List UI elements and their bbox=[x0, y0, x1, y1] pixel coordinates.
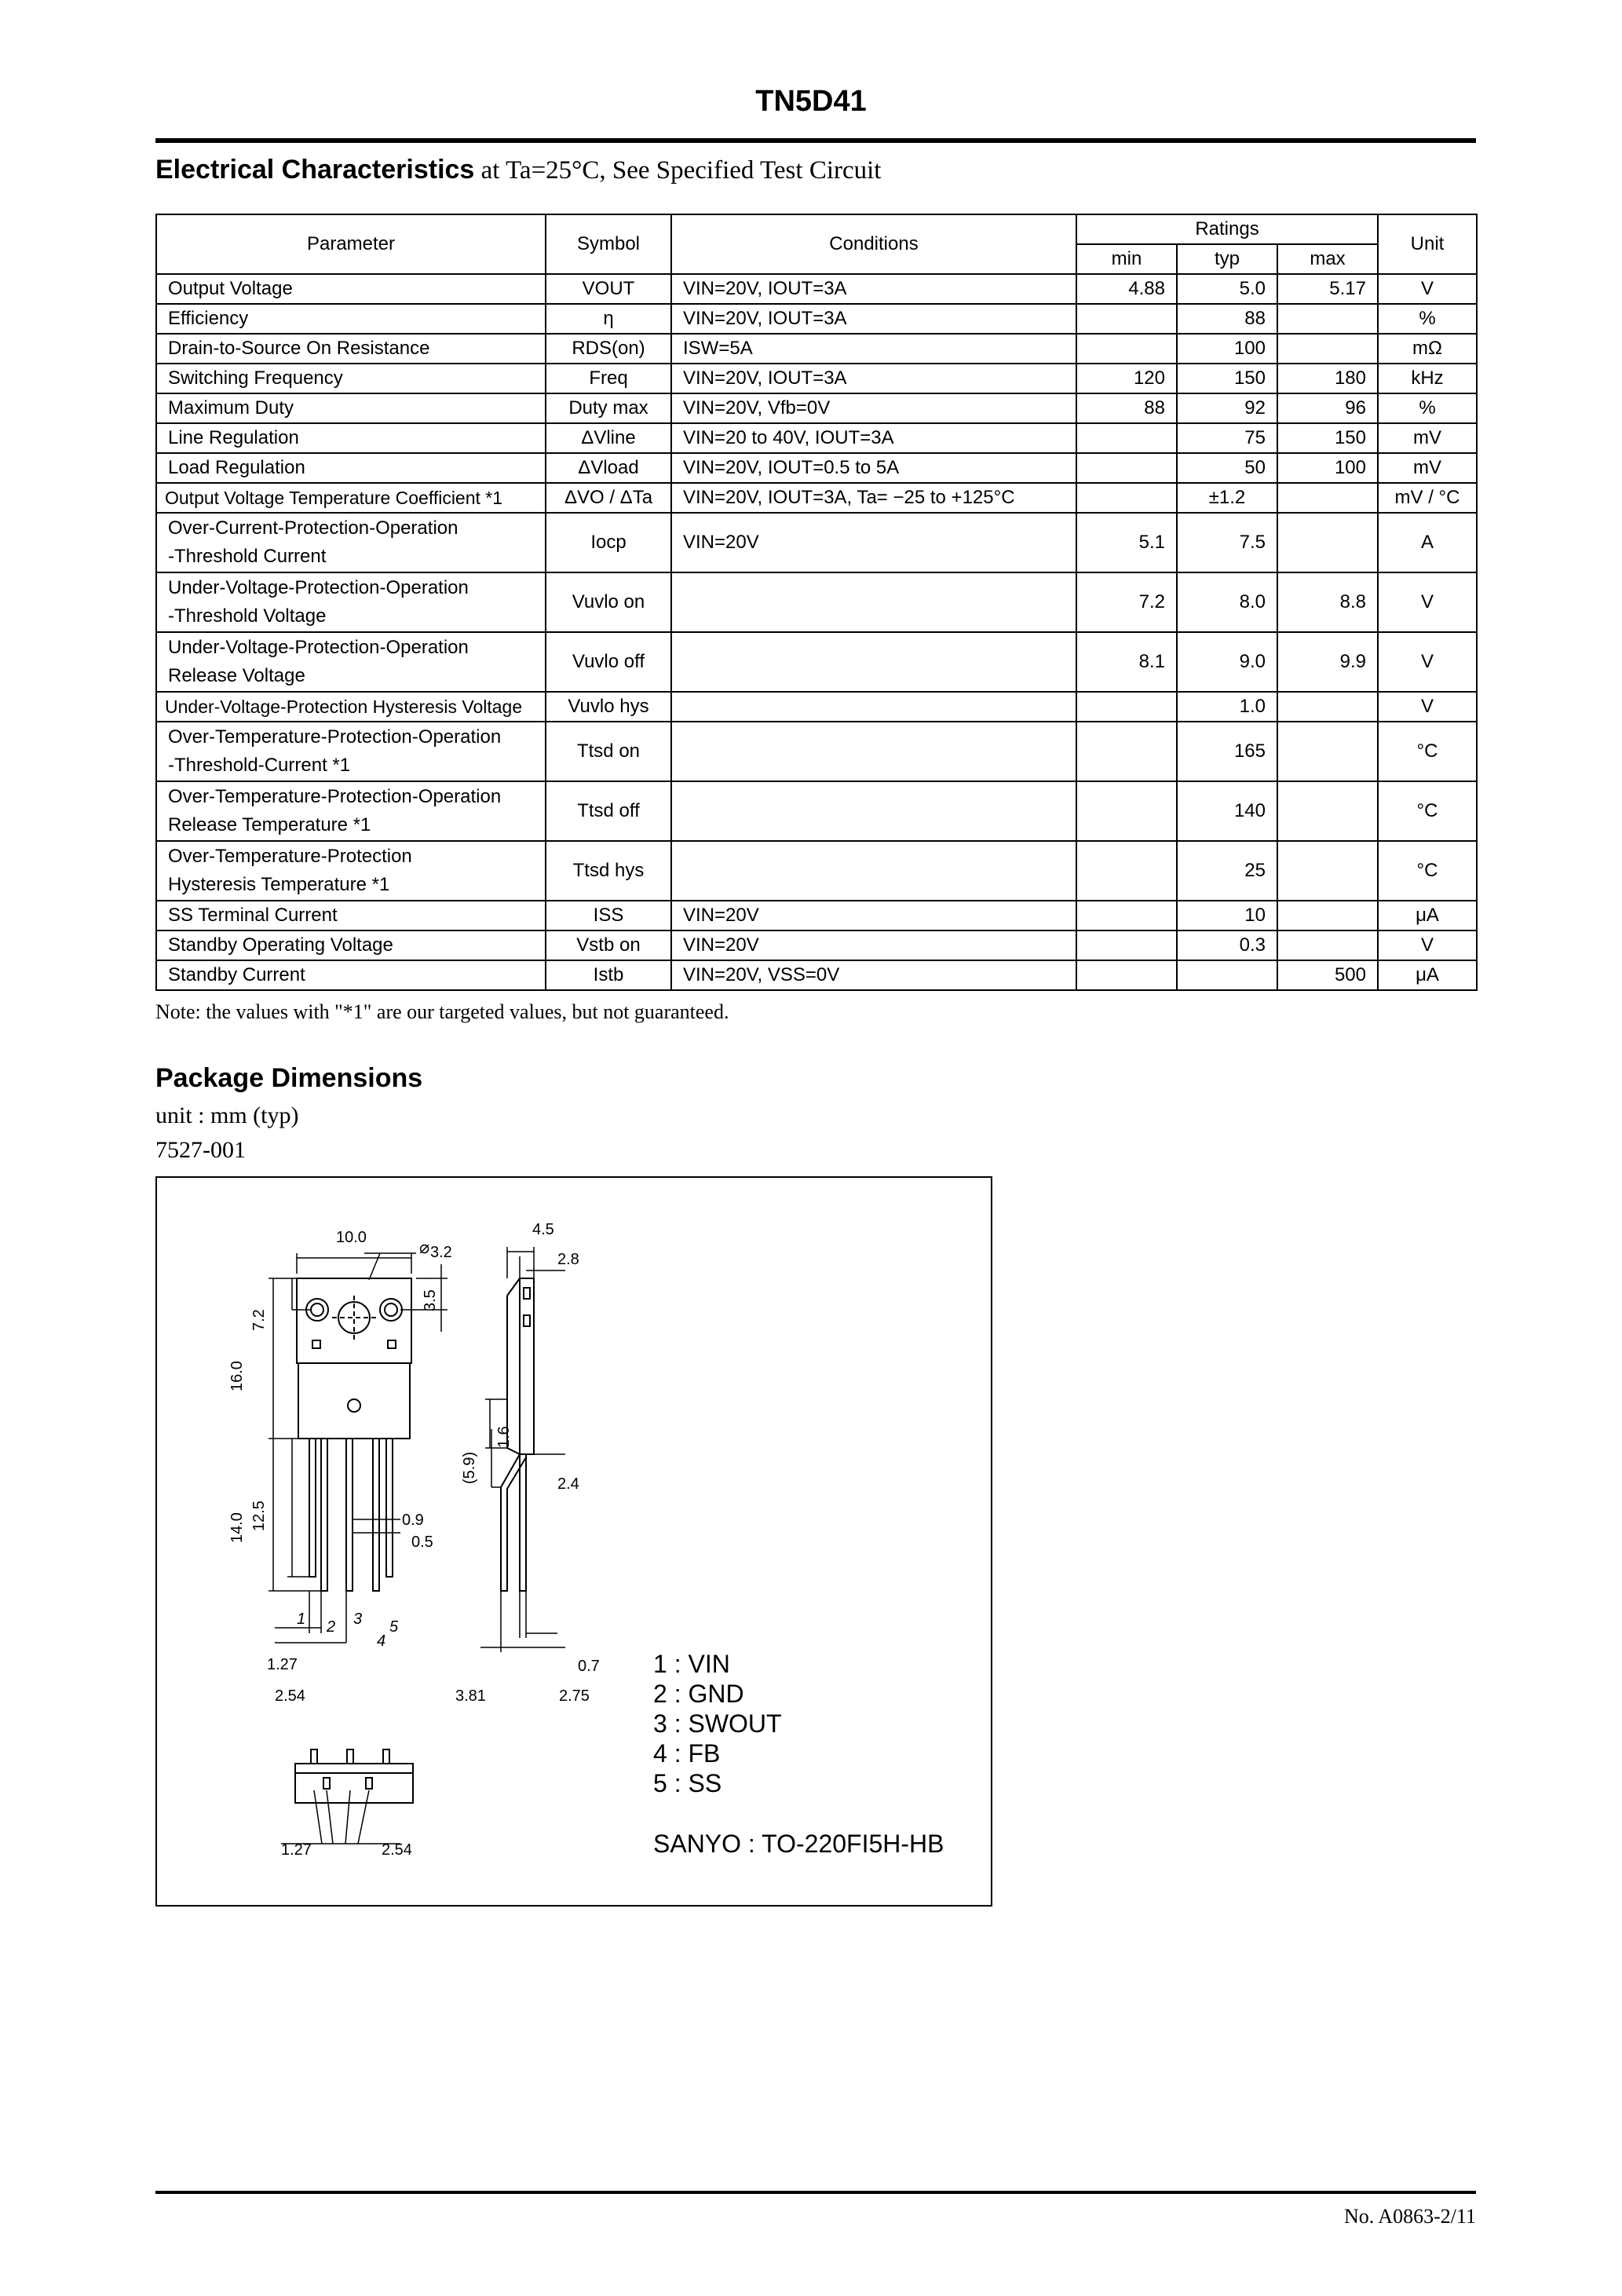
unit-cell: V bbox=[1378, 572, 1477, 632]
param-line-1: Over-Temperature-Protection-Operation bbox=[168, 726, 502, 748]
side-tab bbox=[520, 1278, 534, 1454]
max-cell bbox=[1277, 930, 1378, 960]
max-cell bbox=[1277, 722, 1378, 781]
symbol-cell: Vuvlo hys bbox=[546, 692, 671, 722]
min-cell: 7.2 bbox=[1076, 572, 1177, 632]
symbol-cell: Iocp bbox=[546, 513, 671, 572]
param-cell: Switching Frequency bbox=[156, 364, 546, 393]
package-drawing-box bbox=[155, 1176, 992, 1907]
unit-cell: mΩ bbox=[1378, 334, 1477, 364]
table-row bbox=[156, 960, 1477, 990]
typ-cell: 9.0 bbox=[1177, 632, 1277, 692]
min-cell bbox=[1076, 453, 1177, 483]
unit-cell: % bbox=[1378, 393, 1477, 423]
dim-label: 0.5 bbox=[411, 1534, 433, 1551]
dim-label: 1.27 bbox=[267, 1656, 298, 1673]
conditions-cell: ISW=5A bbox=[671, 334, 1076, 364]
lead-2 bbox=[321, 1439, 327, 1591]
unit-cell: mV / °C bbox=[1378, 483, 1477, 513]
max-cell bbox=[1277, 901, 1378, 930]
param-cell: Drain-to-Source On Resistance bbox=[156, 334, 546, 364]
table-row bbox=[156, 453, 1477, 483]
table-row bbox=[156, 781, 1477, 841]
pin-number: 4 bbox=[377, 1632, 386, 1650]
conditions-cell bbox=[671, 722, 1076, 781]
min-cell bbox=[1076, 483, 1177, 513]
lead-1 bbox=[309, 1439, 316, 1577]
table-row bbox=[156, 274, 1477, 304]
param-line-1: Over-Temperature-Protection bbox=[168, 846, 412, 867]
table-row bbox=[156, 632, 1477, 692]
max-cell bbox=[1277, 483, 1378, 513]
symbol-cell: η bbox=[546, 304, 671, 334]
max-cell: 500 bbox=[1277, 960, 1378, 990]
package-dimensions-heading: Package Dimensions bbox=[155, 1063, 423, 1093]
dim-label: 10.0 bbox=[336, 1229, 367, 1246]
conditions-cell: VIN=20V bbox=[671, 513, 1076, 572]
max-cell bbox=[1277, 781, 1378, 841]
min-cell: 5.1 bbox=[1076, 513, 1177, 572]
col-parameter: Parameter bbox=[156, 214, 546, 274]
lead-3 bbox=[346, 1439, 353, 1591]
param-line-2: Release Voltage bbox=[168, 665, 305, 686]
param-cell: Output Voltage bbox=[156, 274, 546, 304]
unit-cell: μA bbox=[1378, 901, 1477, 930]
symbol-cell: ΔVO / ΔTa bbox=[546, 483, 671, 513]
param-line-1: Under-Voltage-Protection-Operation bbox=[168, 577, 469, 598]
unit-cell: μA bbox=[1378, 960, 1477, 990]
param-cell: SS Terminal Current bbox=[156, 901, 546, 930]
conditions-cell bbox=[671, 781, 1076, 841]
min-cell bbox=[1076, 960, 1177, 990]
conditions-cell: VIN=20 to 40V, IOUT=3A bbox=[671, 423, 1076, 453]
conditions-cell: VIN=20V bbox=[671, 930, 1076, 960]
min-cell bbox=[1076, 423, 1177, 453]
pin-3-label: 3 : SWOUT bbox=[653, 1709, 782, 1738]
symbol-cell: Ttsd off bbox=[546, 781, 671, 841]
param-line-2: -Threshold Current bbox=[168, 546, 327, 567]
electrical-characteristics-table bbox=[155, 214, 1478, 991]
table-row bbox=[156, 572, 1477, 632]
lead-4 bbox=[373, 1439, 379, 1591]
col-conditions: Conditions bbox=[671, 214, 1076, 274]
package-unit: unit : mm (typ) bbox=[155, 1102, 299, 1128]
param-cell bbox=[156, 632, 546, 692]
max-cell: 180 bbox=[1277, 364, 1378, 393]
side-lead-straight bbox=[520, 1454, 526, 1591]
table-row bbox=[156, 483, 1477, 513]
unit-cell: °C bbox=[1378, 722, 1477, 781]
max-cell: 9.9 bbox=[1277, 632, 1378, 692]
dim-label: 1.6 bbox=[495, 1426, 513, 1448]
pin-number: 3 bbox=[353, 1610, 363, 1628]
table-row bbox=[156, 930, 1477, 960]
max-cell: 8.8 bbox=[1277, 572, 1378, 632]
typ-cell: 1.0 bbox=[1177, 692, 1277, 722]
dim-label: 1.27 bbox=[281, 1841, 312, 1859]
conditions-cell bbox=[671, 692, 1076, 722]
ec-heading-bold: Electrical Characteristics bbox=[155, 155, 475, 185]
max-cell bbox=[1277, 692, 1378, 722]
col-symbol: Symbol bbox=[546, 214, 671, 274]
unit-cell: % bbox=[1378, 304, 1477, 334]
max-cell: 100 bbox=[1277, 453, 1378, 483]
param-cell bbox=[156, 781, 546, 841]
min-cell bbox=[1076, 841, 1177, 901]
dim-label: 0.7 bbox=[578, 1658, 600, 1675]
symbol-cell: ΔVline bbox=[546, 423, 671, 453]
table-row bbox=[156, 513, 1477, 572]
param-line-1: Under-Voltage-Protection-Operation bbox=[168, 637, 469, 658]
conditions-cell: VIN=20V, IOUT=3A bbox=[671, 304, 1076, 334]
package-name: SANYO : TO-220FI5H-HB bbox=[653, 1830, 944, 1858]
dim-label: 14.0 bbox=[228, 1512, 246, 1543]
param-cell: Maximum Duty bbox=[156, 393, 546, 423]
unit-cell: A bbox=[1378, 513, 1477, 572]
unit-cell: V bbox=[1378, 930, 1477, 960]
typ-cell: 92 bbox=[1177, 393, 1277, 423]
param-cell bbox=[156, 722, 546, 781]
min-cell bbox=[1076, 304, 1177, 334]
typ-cell: 50 bbox=[1177, 453, 1277, 483]
dim-label: 0.9 bbox=[402, 1512, 424, 1529]
unit-cell: °C bbox=[1378, 841, 1477, 901]
max-cell bbox=[1277, 841, 1378, 901]
min-cell bbox=[1076, 901, 1177, 930]
max-cell: 96 bbox=[1277, 393, 1378, 423]
min-cell: 4.88 bbox=[1076, 274, 1177, 304]
typ-cell: 88 bbox=[1177, 304, 1277, 334]
dim-label: 3.81 bbox=[455, 1687, 486, 1705]
param-cell bbox=[156, 841, 546, 901]
pin-5-label: 5 : SS bbox=[653, 1769, 722, 1797]
conditions-cell: VIN=20V, IOUT=0.5 to 5A bbox=[671, 453, 1076, 483]
package-code: 7527-001 bbox=[155, 1137, 246, 1163]
side-lead-bent bbox=[501, 1454, 526, 1591]
part-number-title: TN5D41 bbox=[755, 85, 867, 118]
typ-cell: ±1.2 bbox=[1177, 483, 1277, 513]
max-cell: 150 bbox=[1277, 423, 1378, 453]
conditions-cell: VIN=20V, IOUT=3A, Ta= −25 to +125°C bbox=[671, 483, 1076, 513]
typ-cell: 165 bbox=[1177, 722, 1277, 781]
typ-cell: 10 bbox=[1177, 901, 1277, 930]
param-cell: Standby Current bbox=[156, 960, 546, 990]
min-cell: 120 bbox=[1076, 364, 1177, 393]
param-line-2: -Threshold Voltage bbox=[168, 605, 327, 627]
pin-number: 2 bbox=[327, 1618, 336, 1636]
symbol-cell: ΔVload bbox=[546, 453, 671, 483]
col-max: max bbox=[1277, 244, 1378, 274]
param-line-2: -Threshold-Current *1 bbox=[168, 755, 351, 776]
symbol-cell: Vuvlo on bbox=[546, 572, 671, 632]
param-line-1: Over-Temperature-Protection-Operation bbox=[168, 786, 502, 807]
electrical-characteristics-heading bbox=[155, 155, 881, 185]
min-cell bbox=[1076, 722, 1177, 781]
param-cell: Standby Operating Voltage bbox=[156, 930, 546, 960]
param-cell: Efficiency bbox=[156, 304, 546, 334]
symbol-cell: Istb bbox=[546, 960, 671, 990]
col-min: min bbox=[1076, 244, 1177, 274]
param-line-1: Over-Current-Protection-Operation bbox=[168, 517, 458, 539]
symbol-cell: ISS bbox=[546, 901, 671, 930]
pin-2-label: 2 : GND bbox=[653, 1680, 744, 1708]
table-row bbox=[156, 901, 1477, 930]
symbol-cell: RDS(on) bbox=[546, 334, 671, 364]
param-cell: Load Regulation bbox=[156, 453, 546, 483]
table-row bbox=[156, 423, 1477, 453]
header-rule bbox=[155, 138, 1476, 143]
unit-cell: °C bbox=[1378, 781, 1477, 841]
dim-label: 4.5 bbox=[532, 1221, 554, 1238]
bottom-body bbox=[295, 1764, 413, 1803]
max-cell bbox=[1277, 304, 1378, 334]
symbol-cell: Ttsd hys bbox=[546, 841, 671, 901]
min-cell bbox=[1076, 334, 1177, 364]
symbol-cell: Vstb on bbox=[546, 930, 671, 960]
param-line-2: Hysteresis Temperature *1 bbox=[168, 874, 390, 895]
conditions-cell bbox=[671, 632, 1076, 692]
dim-label: 3.5 bbox=[422, 1289, 439, 1311]
conditions-cell bbox=[671, 572, 1076, 632]
dim-label: (5.9) bbox=[461, 1451, 478, 1484]
table-row bbox=[156, 364, 1477, 393]
dim-label: 2.75 bbox=[559, 1687, 590, 1705]
typ-cell: 100 bbox=[1177, 334, 1277, 364]
param-line-2: Release Temperature *1 bbox=[168, 814, 371, 835]
conditions-cell: VIN=20V bbox=[671, 901, 1076, 930]
col-unit: Unit bbox=[1378, 214, 1477, 274]
pin-number: 1 bbox=[297, 1610, 306, 1628]
dim-label: 2.8 bbox=[557, 1251, 579, 1268]
body-outline bbox=[298, 1363, 410, 1439]
min-cell bbox=[1076, 692, 1177, 722]
table-row bbox=[156, 692, 1477, 722]
typ-cell: 150 bbox=[1177, 364, 1277, 393]
conditions-cell: VIN=20V, IOUT=3A bbox=[671, 274, 1076, 304]
unit-cell: mV bbox=[1378, 453, 1477, 483]
pin-4-label: 4 : FB bbox=[653, 1739, 721, 1768]
unit-cell: mV bbox=[1378, 423, 1477, 453]
dim-label: 2.54 bbox=[382, 1841, 412, 1859]
diameter-icon: ⌀ bbox=[419, 1238, 430, 1257]
dim-label: 2.4 bbox=[557, 1475, 579, 1493]
document-number: No. A0863-2/11 bbox=[1343, 2205, 1476, 2228]
col-typ: typ bbox=[1177, 244, 1277, 274]
pin-1-label: 1 : VIN bbox=[653, 1650, 730, 1678]
unit-cell: V bbox=[1378, 274, 1477, 304]
min-cell: 88 bbox=[1076, 393, 1177, 423]
max-cell: 5.17 bbox=[1277, 274, 1378, 304]
symbol-cell: Ttsd on bbox=[546, 722, 671, 781]
dim-label: 12.5 bbox=[250, 1501, 268, 1531]
ec-heading-conditions: at Ta=25°C, See Specified Test Circuit bbox=[474, 156, 882, 185]
min-cell bbox=[1076, 930, 1177, 960]
max-cell bbox=[1277, 513, 1378, 572]
symbol-cell: Vuvlo off bbox=[546, 632, 671, 692]
param-cell: Under-Voltage-Protection Hysteresis Voltage bbox=[156, 692, 546, 722]
table-row bbox=[156, 304, 1477, 334]
dim-label: 7.2 bbox=[250, 1309, 268, 1331]
dim-label: 2.54 bbox=[275, 1687, 305, 1705]
table-row bbox=[156, 841, 1477, 901]
col-ratings: Ratings bbox=[1076, 214, 1378, 244]
table-row bbox=[156, 393, 1477, 423]
mounting-hole-right bbox=[380, 1299, 402, 1321]
dim-label: 3.2 bbox=[430, 1244, 452, 1261]
table-note: Note: the values with "*1" are our targeted values, but not guaranteed. bbox=[155, 1000, 729, 1023]
symbol-cell: Freq bbox=[546, 364, 671, 393]
lead-5 bbox=[386, 1439, 393, 1577]
typ-cell: 140 bbox=[1177, 781, 1277, 841]
typ-cell: 8.0 bbox=[1177, 572, 1277, 632]
max-cell bbox=[1277, 334, 1378, 364]
table-row bbox=[156, 722, 1477, 781]
symbol-cell: VOUT bbox=[546, 274, 671, 304]
typ-cell: 7.5 bbox=[1177, 513, 1277, 572]
param-cell bbox=[156, 513, 546, 572]
conditions-cell bbox=[671, 841, 1076, 901]
typ-cell: 5.0 bbox=[1177, 274, 1277, 304]
typ-cell: 0.3 bbox=[1177, 930, 1277, 960]
unit-cell: kHz bbox=[1378, 364, 1477, 393]
typ-cell: 25 bbox=[1177, 841, 1277, 901]
unit-cell: V bbox=[1378, 692, 1477, 722]
min-cell bbox=[1076, 781, 1177, 841]
footer-rule bbox=[155, 2191, 1476, 2194]
ejector-mark bbox=[348, 1399, 360, 1412]
typ-cell: 75 bbox=[1177, 423, 1277, 453]
param-cell: Line Regulation bbox=[156, 423, 546, 453]
symbol-cell: Duty max bbox=[546, 393, 671, 423]
typ-cell bbox=[1177, 960, 1277, 990]
unit-cell: V bbox=[1378, 632, 1477, 692]
pin-number: 5 bbox=[389, 1618, 399, 1636]
param-cell bbox=[156, 572, 546, 632]
dim-label: 16.0 bbox=[228, 1361, 246, 1391]
param-cell: Output Voltage Temperature Coefficient *1 bbox=[156, 483, 546, 513]
min-cell: 8.1 bbox=[1076, 632, 1177, 692]
conditions-cell: VIN=20V, VSS=0V bbox=[671, 960, 1076, 990]
package-outline-drawing bbox=[157, 1178, 991, 1905]
table-row bbox=[156, 334, 1477, 364]
pin-assignment-list bbox=[653, 1649, 782, 1798]
conditions-cell: VIN=20V, IOUT=3A bbox=[671, 364, 1076, 393]
conditions-cell: VIN=20V, Vfb=0V bbox=[671, 393, 1076, 423]
